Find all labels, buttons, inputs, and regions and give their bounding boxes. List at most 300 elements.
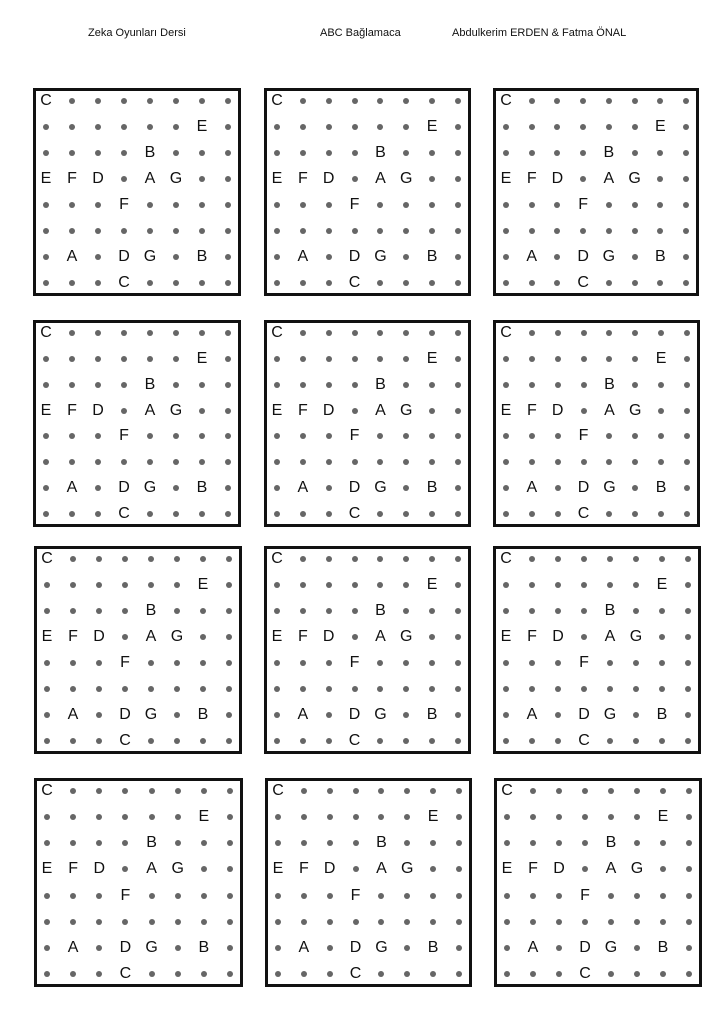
grid-dot [95, 98, 101, 104]
grid-letter: G [400, 401, 413, 419]
grid-dot [429, 280, 435, 286]
grid-dot [327, 971, 333, 977]
grid-dot [147, 202, 153, 208]
grid-dot [581, 459, 587, 465]
grid-letter: E [426, 349, 438, 367]
grid-dot [147, 280, 153, 286]
grid-dot [43, 254, 49, 260]
grid-dot [503, 738, 509, 744]
grid-letter: D [551, 170, 564, 187]
grid-dot [686, 814, 692, 820]
grid-dot [658, 330, 664, 336]
grid-letter: A [526, 248, 538, 265]
grid-dot [173, 330, 179, 336]
grid-letter: C [119, 965, 132, 982]
grid-dot [147, 124, 153, 130]
grid-dot [352, 556, 358, 562]
grid-dot [226, 556, 232, 562]
grid-dot [326, 608, 332, 614]
grid-dot [199, 382, 205, 388]
dot-puzzle-grid [34, 778, 243, 987]
grid-dot [69, 150, 75, 156]
grid-dot [225, 356, 231, 362]
grid-dot [403, 202, 409, 208]
grid-dot [95, 511, 101, 517]
grid-dot [122, 788, 128, 794]
dot-puzzle-grid [264, 88, 471, 296]
grid-dot [326, 202, 332, 208]
grid-dot [199, 408, 205, 414]
grid-dot [529, 459, 535, 465]
grid-letter: F [68, 628, 78, 645]
grid-dot [122, 686, 128, 692]
grid-dot [430, 788, 436, 794]
grid-dot [121, 330, 127, 336]
grid-dot [555, 459, 561, 465]
grid-dot [226, 738, 232, 744]
grid-dot [608, 788, 614, 794]
grid-letter: A [297, 479, 309, 497]
grid-letter: C [578, 732, 590, 749]
grid-dot [660, 788, 666, 794]
grid-letter: E [272, 860, 284, 878]
grid-dot [173, 459, 179, 465]
grid-dot [608, 893, 614, 899]
grid-dot [225, 254, 231, 260]
grid-dot [429, 176, 435, 182]
grid-dot [70, 840, 76, 846]
grid-dot [174, 660, 180, 666]
grid-dot [227, 788, 233, 794]
grid-letter: E [427, 808, 439, 826]
grid-dot [530, 971, 536, 977]
grid-dot [200, 686, 206, 692]
grid-dot [121, 382, 127, 388]
grid-letter: C [41, 550, 53, 567]
grid-dot [555, 382, 561, 388]
grid-dot [200, 738, 206, 744]
grid-dot [632, 511, 638, 517]
grid-dot [327, 840, 333, 846]
grid-dot [455, 608, 461, 614]
grid-dot [274, 280, 280, 286]
grid-dot [529, 556, 535, 562]
grid-dot [529, 382, 535, 388]
grid-dot [96, 788, 102, 794]
grid-dot [554, 254, 560, 260]
grid-dot [96, 840, 102, 846]
grid-dot [429, 459, 435, 465]
grid-letter: A [146, 860, 157, 878]
grid-dot [199, 98, 205, 104]
grid-dot [201, 866, 207, 872]
grid-dot [378, 919, 384, 925]
grid-dot [70, 556, 76, 562]
grid-letter: F [350, 886, 361, 904]
grid-dot [606, 228, 612, 234]
grid-dot [174, 738, 180, 744]
grid-dot [430, 893, 436, 899]
grid-letter: B [375, 375, 386, 393]
grid-dot [96, 919, 102, 925]
grid-dot [429, 686, 435, 692]
grid-letter: G [143, 479, 157, 497]
grid-dot [96, 556, 102, 562]
grid-letter: E [500, 401, 512, 419]
grid-dot [633, 738, 639, 744]
grid-dot [200, 608, 206, 614]
grid-dot [634, 919, 640, 925]
grid-dot [657, 98, 663, 104]
grid-dot [529, 280, 535, 286]
grid-letter: G [170, 628, 184, 645]
grid-letter: F [67, 401, 77, 419]
grid-letter: A [144, 401, 156, 419]
grid-dot [70, 788, 76, 794]
grid-dot [607, 582, 613, 588]
grid-letter: D [118, 479, 130, 497]
grid-dot [274, 202, 280, 208]
grid-dot [43, 124, 49, 130]
grid-dot [226, 660, 232, 666]
grid-dot [633, 686, 639, 692]
grid-dot [378, 893, 384, 899]
dot-puzzle-grid [265, 778, 472, 987]
grid-dot [657, 280, 663, 286]
grid-dot [201, 971, 207, 977]
grid-letter: C [501, 782, 513, 799]
grid-letter: E [656, 576, 668, 593]
grid-dot [455, 485, 461, 491]
grid-dot [95, 124, 101, 130]
grid-dot [43, 485, 49, 491]
grid-dot [403, 459, 409, 465]
grid-dot [326, 356, 332, 362]
grid-dot [352, 98, 358, 104]
grid-dot [173, 98, 179, 104]
grid-dot [69, 228, 75, 234]
grid-letter: D [93, 628, 105, 645]
grid-dot [44, 712, 50, 718]
grid-dot [95, 459, 101, 465]
grid-dot [175, 840, 181, 846]
grid-letter: B [196, 248, 208, 265]
grid-dot [148, 582, 154, 588]
grid-dot [300, 124, 306, 130]
grid-dot [44, 840, 50, 846]
grid-dot [352, 408, 358, 414]
grid-dot [122, 814, 128, 820]
grid-letter: E [196, 349, 208, 367]
grid-dot [403, 738, 409, 744]
grid-dot [632, 254, 638, 260]
grid-dot [43, 511, 49, 517]
grid-dot [685, 582, 691, 588]
grid-dot [300, 738, 306, 744]
dot-puzzle-grid [493, 546, 701, 754]
grid-dot [504, 971, 510, 977]
grid-dot [44, 660, 50, 666]
grid-dot [225, 176, 231, 182]
grid-dot [326, 98, 332, 104]
grid-letter: D [551, 401, 564, 419]
grid-dot [555, 712, 561, 718]
grid-letter: G [375, 938, 388, 956]
grid-dot [200, 556, 206, 562]
grid-dot [658, 459, 664, 465]
grid-dot [173, 150, 179, 156]
grid-dot [199, 330, 205, 336]
grid-dot [352, 382, 358, 388]
grid-dot [226, 608, 232, 614]
grid-dot [227, 919, 233, 925]
grid-dot [353, 840, 359, 846]
grid-letter: B [657, 938, 669, 956]
grid-dot [659, 686, 665, 692]
grid-dot [582, 840, 588, 846]
grid-dot [96, 712, 102, 718]
grid-dot [301, 840, 307, 846]
grid-letter: F [297, 170, 308, 187]
grid-dot [554, 98, 560, 104]
grid-dot [529, 433, 535, 439]
grid-dot [377, 686, 383, 692]
grid-dot [122, 608, 128, 614]
grid-dot [503, 712, 509, 718]
grid-letter: A [145, 628, 157, 645]
grid-dot [147, 330, 153, 336]
grid-dot [403, 98, 409, 104]
grid-dot [326, 511, 332, 517]
grid-dot [686, 788, 692, 794]
grid-letter: D [92, 401, 104, 419]
grid-dot [555, 511, 561, 517]
grid-dot [300, 582, 306, 588]
grid-letter: E [426, 576, 438, 593]
grid-dot [225, 202, 231, 208]
grid-letter: C [271, 550, 283, 567]
grid-dot [456, 893, 462, 899]
grid-dot [70, 738, 76, 744]
grid-letter: F [349, 196, 360, 213]
grid-dot [581, 356, 587, 362]
grid-dot [455, 280, 461, 286]
grid-dot [173, 511, 179, 517]
grid-dot [225, 511, 231, 517]
grid-letter: B [427, 938, 439, 956]
header-course: Zeka Oyunları Dersi [88, 27, 186, 39]
grid-dot [300, 433, 306, 439]
grid-dot [683, 228, 689, 234]
grid-dot [683, 176, 689, 182]
grid-dot [582, 866, 588, 872]
grid-dot [69, 433, 75, 439]
grid-dot [44, 893, 50, 899]
grid-dot [429, 511, 435, 517]
grid-dot [633, 556, 639, 562]
grid-dot [200, 634, 206, 640]
grid-dot [175, 814, 181, 820]
grid-letter: C [500, 550, 512, 567]
grid-dot [147, 459, 153, 465]
grid-dot [95, 330, 101, 336]
grid-dot [149, 971, 155, 977]
grid-dot [504, 840, 510, 846]
grid-letter: G [602, 248, 616, 265]
grid-dot [225, 485, 231, 491]
grid-dot [529, 738, 535, 744]
grid-dot [503, 485, 509, 491]
grid-dot [69, 356, 75, 362]
grid-dot [174, 556, 180, 562]
grid-dot [327, 814, 333, 820]
grid-dot [684, 330, 690, 336]
dot-puzzle-grid [494, 778, 702, 987]
grid-dot [70, 919, 76, 925]
grid-letter: B [376, 834, 387, 852]
grid-dot [632, 330, 638, 336]
grid-dot [149, 919, 155, 925]
grid-dot [606, 459, 612, 465]
grid-dot [554, 280, 560, 286]
grid-letter: B [655, 479, 667, 497]
grid-dot [455, 254, 461, 260]
grid-dot [353, 788, 359, 794]
grid-dot [429, 738, 435, 744]
grid-dot [69, 330, 75, 336]
grid-dot [685, 686, 691, 692]
grid-letter: A [526, 479, 538, 497]
grid-letter: C [41, 782, 53, 799]
grid-letter: A [527, 938, 539, 956]
grid-dot [122, 840, 128, 846]
grid-dot [429, 150, 435, 156]
grid-dot [377, 330, 383, 336]
grid-dot [455, 712, 461, 718]
grid-dot [95, 228, 101, 234]
grid-dot [580, 176, 586, 182]
grid-letter: B [197, 706, 209, 723]
grid-dot [530, 840, 536, 846]
grid-letter: F [528, 860, 538, 878]
grid-dot [95, 485, 101, 491]
grid-dot [504, 945, 510, 951]
dot-puzzle-grid [33, 88, 241, 296]
grid-dot [300, 686, 306, 692]
grid-dot [555, 738, 561, 744]
grid-dot [149, 814, 155, 820]
grid-dot [607, 686, 613, 692]
grid-dot [633, 582, 639, 588]
grid-dot [684, 433, 690, 439]
grid-letter: F [580, 886, 590, 904]
grid-letter: F [67, 170, 77, 187]
dot-puzzle-grid [33, 320, 241, 527]
grid-dot [175, 893, 181, 899]
grid-dot [429, 433, 435, 439]
grid-dot [404, 840, 410, 846]
grid-dot [274, 433, 280, 439]
grid-dot [326, 712, 332, 718]
grid-dot [149, 788, 155, 794]
grid-dot [173, 280, 179, 286]
grid-dot [225, 228, 231, 234]
grid-dot [326, 433, 332, 439]
grid-dot [148, 556, 154, 562]
grid-dot [503, 582, 509, 588]
grid-dot [352, 356, 358, 362]
grid-dot [43, 228, 49, 234]
grid-dot [403, 254, 409, 260]
grid-dot [455, 408, 461, 414]
grid-letter: A [144, 170, 156, 187]
grid-letter: A [375, 401, 386, 419]
grid-dot [683, 202, 689, 208]
grid-dot [684, 485, 690, 491]
grid-letter: E [271, 628, 283, 645]
grid-dot [403, 712, 409, 718]
grid-dot [274, 124, 280, 130]
grid-letter: G [374, 479, 387, 497]
grid-dot [44, 738, 50, 744]
grid-dot [174, 608, 180, 614]
grid-dot [173, 124, 179, 130]
dot-puzzle-grid [493, 320, 700, 527]
grid-letter: G [630, 860, 644, 878]
grid-dot [632, 98, 638, 104]
grid-dot [274, 382, 280, 388]
grid-dot [274, 254, 280, 260]
grid-dot [225, 124, 231, 130]
grid-dot [148, 660, 154, 666]
grid-dot [353, 866, 359, 872]
grid-dot [403, 356, 409, 362]
grid-dot [326, 556, 332, 562]
grid-dot [201, 893, 207, 899]
grid-dot [327, 945, 333, 951]
grid-dot [378, 788, 384, 794]
grid-dot [686, 866, 692, 872]
grid-dot [404, 919, 410, 925]
grid-dot [326, 330, 332, 336]
grid-letter: B [654, 248, 666, 265]
grid-dot [352, 228, 358, 234]
grid-dot [581, 634, 587, 640]
grid-dot [685, 738, 691, 744]
grid-dot [403, 124, 409, 130]
grid-dot [632, 433, 638, 439]
grid-dot [95, 280, 101, 286]
grid-dot [227, 893, 233, 899]
grid-dot [503, 608, 509, 614]
grid-dot [455, 556, 461, 562]
grid-dot [529, 228, 535, 234]
grid-dot [148, 738, 154, 744]
grid-letter: A [298, 938, 310, 956]
grid-dot [632, 485, 638, 491]
grid-dot [403, 556, 409, 562]
grid-dot [300, 660, 306, 666]
grid-dot [683, 150, 689, 156]
grid-letter: E [197, 576, 209, 593]
grid-dot [456, 788, 462, 794]
grid-dot [555, 485, 561, 491]
grid-dot [352, 176, 358, 182]
grid-dot [227, 814, 233, 820]
grid-letter: G [629, 628, 643, 645]
grid-dot [504, 893, 510, 899]
grid-letter: E [41, 628, 53, 645]
